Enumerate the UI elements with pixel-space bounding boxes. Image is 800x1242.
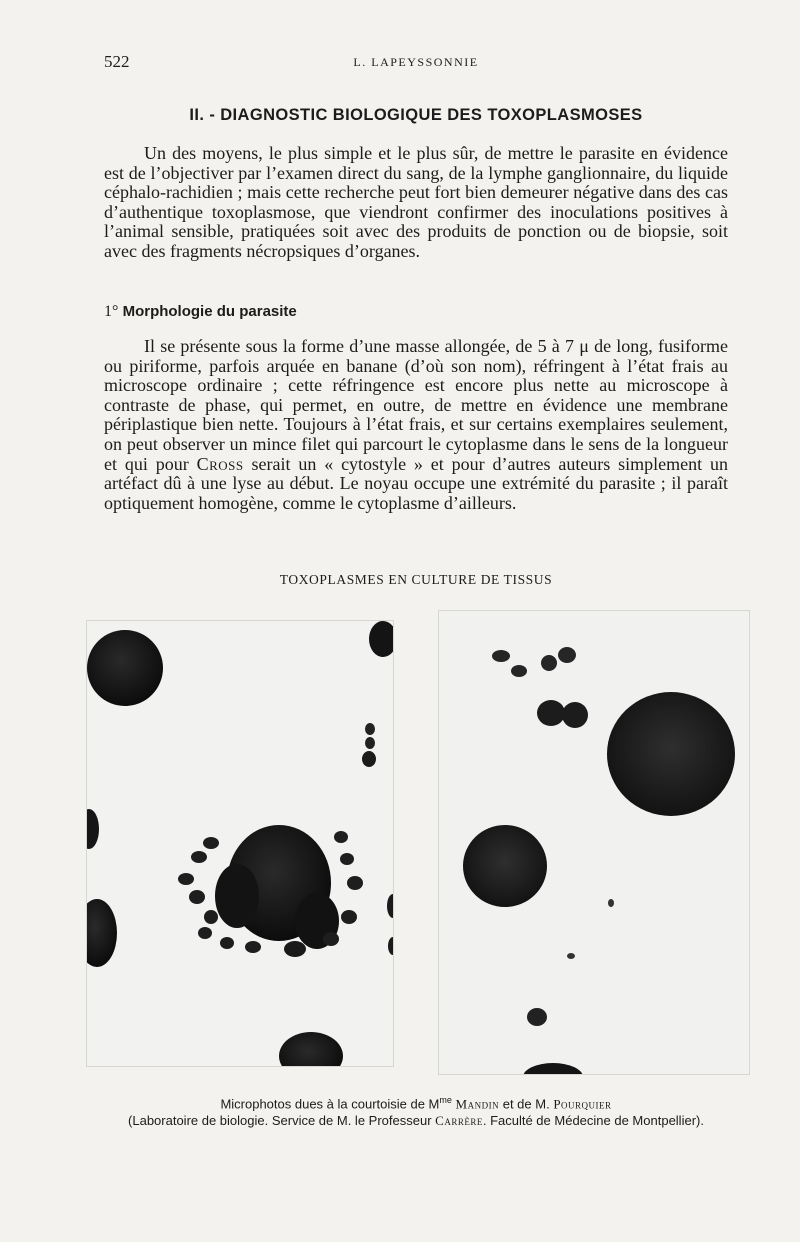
morphology-paragraph [104, 337, 728, 513]
large-cell [607, 692, 735, 816]
round-cell [463, 825, 547, 907]
page-header [104, 52, 728, 72]
caption-mme-superscript: me [439, 1095, 452, 1105]
author-cross: Cross [196, 453, 244, 474]
caption-part-3: (Laboratoire de biologie. Service de M. le Professeur [128, 1112, 432, 1128]
caption-part-2: et de M. [502, 1096, 550, 1112]
subsection-title [104, 303, 297, 321]
page-number: 522 [104, 52, 130, 71]
caption-part-4: . Faculté de Médecine de Montpellier). [482, 1112, 704, 1128]
running-head: L. LAPEYSSONNIE [353, 55, 479, 69]
caption-name-carrere: Carrère [435, 1112, 483, 1128]
cell-top-left [87, 630, 163, 706]
figure-caption [104, 1092, 728, 1129]
paragraph-part-1: Il se présente sous la forme d’une masse allongée, de 5 à 7 μ de long, fusiforme ou piriforme, parfois arquée en banane (d’où son nom), réfringent à l’état frais au microscope ordinaire ; cette réfringence est encore plus nette au microscope à contraste de phase, qui permet, en outre, de mettre en évidence une membrane périplastique bien nette. Toujours à l’état frais, et sur certains exemplaires seulement, on peut observer un mince filet qui parcourt le cytoplasme dans le sens de la longueur et qui pour [104, 336, 728, 474]
right-microphoto [438, 610, 750, 1075]
left-microphoto-drawing [87, 621, 393, 1066]
intro-paragraph: Un des moyens, le plus simple et le plus sûr, de mettre le parasite en évidence est de l’objectiver par l’examen direct du sang, de la lymphe ganglionnaire, du liquide céphalo-rachidien ; mais cette recherche peut fort bien demeurer négative dans des cas d’authentique toxoplasmose, que viendront confirmer des inoculations positives à l’animal sensible, pratiquées soit avec des produits de ponction ou de biopsie, soit avec des fragments nécropsiques d’organes. [104, 143, 728, 261]
paragraph-part-2: serait un « cytostyle » et pour d’autres auteurs simplement un artéfact dû à une lyse au début. Le noyau occupe une extrémité du parasite ; il paraît optiquement homogène, comme le cytoplasme d’ailleurs. [104, 453, 729, 513]
subsection-title-text: Morphologie du parasite [122, 303, 297, 320]
caption-name-mandin: Mandin [455, 1096, 500, 1112]
caption-name-pourquier: Pourquier [553, 1096, 612, 1112]
section-title: II. - DIAGNOSTIC BIOLOGIQUE DES TOXOPLASMOSES [189, 106, 643, 124]
left-microphoto [86, 620, 394, 1067]
subsection-number: 1° [104, 303, 119, 320]
right-microphoto-drawing [439, 611, 749, 1074]
figure-title: TOXOPLASMES EN CULTURE DE TISSUS [279, 572, 553, 587]
caption-part-1: Microphotos dues à la courtoisie de M [220, 1096, 440, 1112]
